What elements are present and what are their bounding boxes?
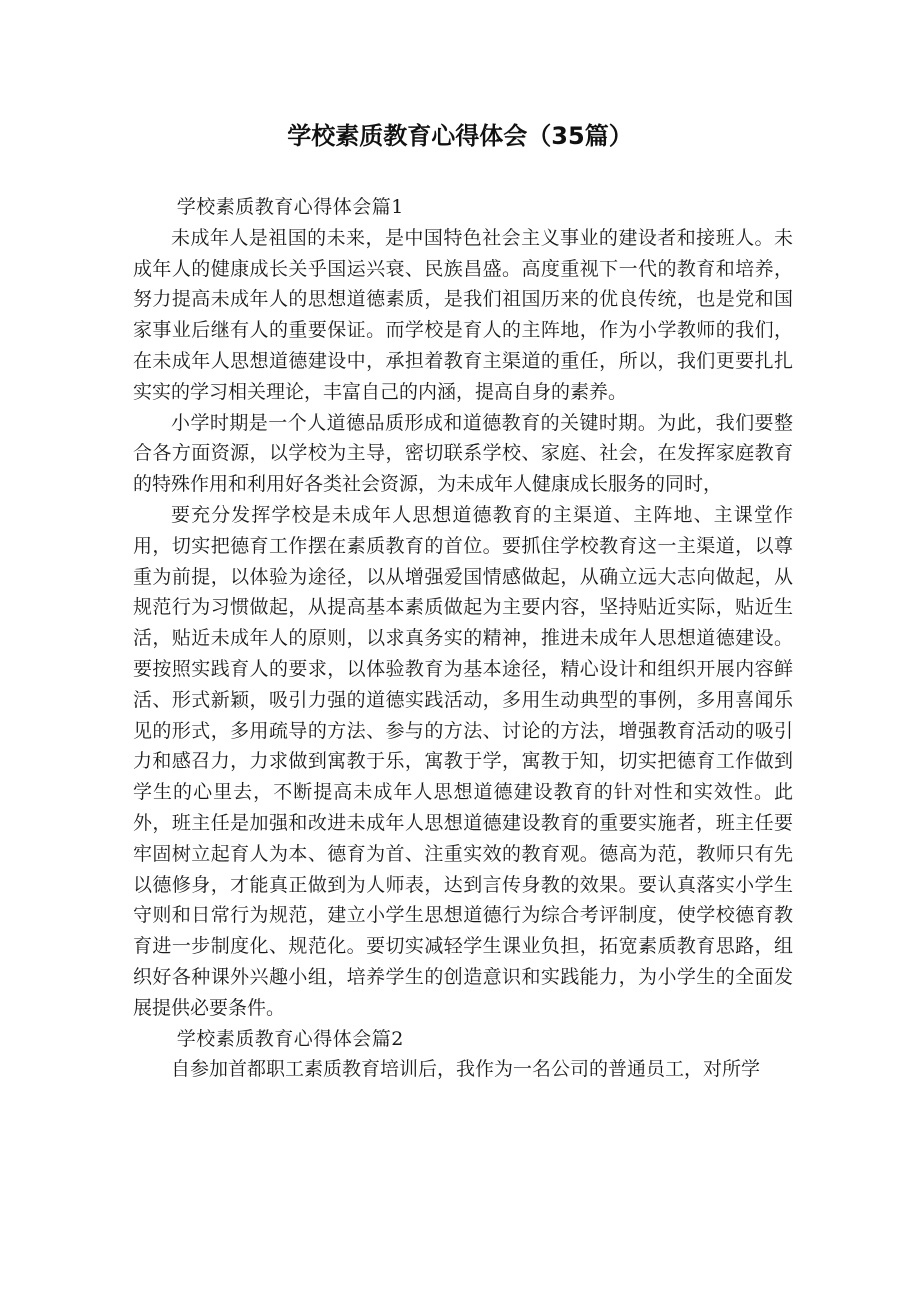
body-paragraph: 要充分发挥学校是未成年人思想道德教育的主渠道、主阵地、主课堂作用，切实把德育工作摆在素质教育的首位。要抓住学校教育这一主渠道，以尊重为前提，以体验为途径，以从增强爱国情感做起，从确立远大志向做起，从规范行为习惯做起，从提高基本素质做起为主要内容，坚持贴近实际，贴近生活，贴近未成年人的原则，以求真务实的精神，推进未成年人思想道德建设。要按照实践育人的要求，以体验教育为基本途径，精心设计和组织开展内容鲜活、形式新颖，吸引力强的道德实践活动，多用生动典型的事例，多用喜闻乐见的形式，多用疏导的方法、参与的方法、讨论的方法，增强教育活动的吸引力和感召力，力求做到寓教于乐，寓教于学，寓教于知，切实把德育工作做到学生的心里去，不断提高未成年人思想道德建设教育的针对性和实效性。此外，班主任是加强和改进未成年人思想道德建设教育的重要实施者，班主任要牢固树立起育人为本、德育为首、注重实效的教育观。德高为范，教师只有先以德修身，才能真正做到为人师表，达到言传身教的效果。要认真落实小学生守则和日常行为规范，建立小学生思想道德行为综合考评制度，使学校德育教育进一步制度化、规范化。要切实减轻学生课业负担，拓宽素质教育思路，组织好各种课外兴趣小组，培养学生的创造意识和实践能力，为小学生的全面发展提供必要条件。: [133, 503, 793, 1019]
document-title: 学校素质教育心得体会（35篇）: [287, 122, 633, 150]
section-heading: 学校素质教育心得体会篇1: [176, 196, 404, 218]
body-paragraph: 未成年人是祖国的未来，是中国特色社会主义事业的建设者和接班人。未成年人的健康成长关乎国运兴衰、民族昌盛。高度重视下一代的教育和培养，努力提高未成年人的思想道德素质，是我们祖国历来的优良传统，也是党和国家事业后继有人的重要保证。而学校是育人的主阵地，作为小学教师的我们，在未成年人思想道德建设中，承担着教育主渠道的重任，所以，我们更要扎扎实实的学习相关理论，丰富自己的内涵，提高自身的素养。: [133, 226, 793, 403]
body-paragraph: 小学时期是一个人道德品质形成和道德教育的关键时期。为此，我们要整合各方面资源，以学校为主导，密切联系学校、家庭、社会，在发挥家庭教育的特殊作用和利用好各类社会资源，为未成年人健康成长服务的同时，: [133, 411, 793, 496]
section-heading: 学校素质教育心得体会篇2: [176, 1027, 404, 1050]
body-paragraph: 自参加首都职工素质教育培训后，我作为一名公司的普通员工，对所学: [171, 1058, 761, 1081]
document-body: [133, 192, 793, 1085]
